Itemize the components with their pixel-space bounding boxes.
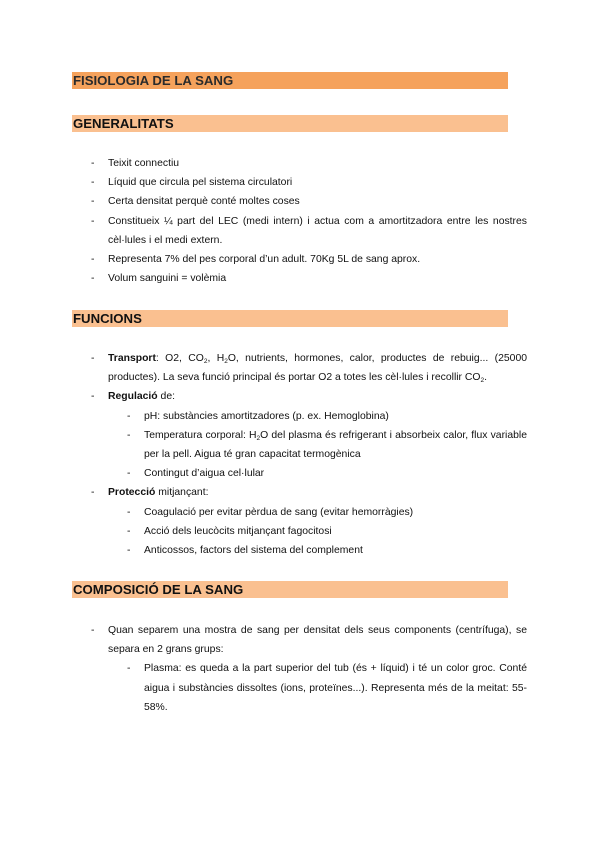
sub-list-item: - Acció dels leucòcits mitjançant fagocitosi — [127, 522, 527, 541]
list-item: - Certa densitat perquè conté moltes coses — [91, 192, 527, 211]
regulacio-sublist — [127, 407, 527, 484]
list-item — [91, 621, 527, 717]
section-heading-generalitats: GENERALITATS — [72, 115, 508, 132]
transport-text: , H — [207, 353, 225, 364]
sub-item-text: O del plasma és refrigerant i absorbeix calor, flux variable per la pell. Aigua té gran capacitat termogènica — [144, 429, 527, 461]
generalitats-list — [91, 154, 527, 288]
list-item-text: Quan separem una mostra de sang per densitat dels seus components (centrífuga), se separa en 2 grans grups: — [108, 625, 527, 656]
sub-list-item: - Anticossos, factors del sistema del complement — [127, 541, 527, 560]
transport-text: . — [484, 372, 488, 384]
list-item-transport — [91, 349, 527, 387]
section-heading-funcions: FUNCIONS — [72, 310, 508, 327]
document-title: FISIOLOGIA DE LA SANG — [72, 72, 508, 89]
sub-list-item: - Contingut d’aigua cel·lular — [127, 464, 527, 483]
section-heading-composicio: COMPOSICIÓ DE LA SANG — [72, 581, 508, 598]
list-item: - Teixit connectiu — [91, 154, 527, 173]
regulacio-text: de: — [157, 391, 175, 403]
list-item-regulacio — [91, 387, 527, 483]
subscript: 2 — [256, 434, 261, 442]
funcions-list — [91, 349, 527, 560]
sub-list-item: - Coagulació per evitar pèrdua de sang (evitar hemorràgies) — [127, 503, 527, 522]
subscript: 2 — [224, 358, 228, 365]
proteccio-sublist — [127, 503, 527, 561]
list-item: - Representa 7% del pes corporal d’un adult. 70Kg 5L de sang aprox. — [91, 250, 527, 269]
list-item: - Volum sanguini = volèmia — [91, 269, 527, 288]
subscript: 2 — [203, 358, 208, 365]
sub-item-text: Temperatura corporal: H — [144, 429, 257, 441]
composicio-list — [91, 621, 527, 717]
list-item: - Constitueix ¼ part del LEC (medi intern) i actua com a amortitzadora entre les nostres cèl·lules i el medi extern. — [91, 212, 527, 250]
subscript: 2 — [480, 377, 485, 385]
regulacio-label: Regulació — [108, 391, 158, 403]
composicio-sublist — [127, 659, 527, 717]
transport-text: : O2, CO — [155, 353, 204, 364]
sub-list-item: - Plasma: es queda a la part superior del tub (és + líquid) i té un color groc. Conté aigua i substàncies dissoltes (ions, proteïnes...). Representa més de la meitat: 55-58%. — [127, 659, 527, 717]
transport-text: O, nutrients, hormones, calor, productes de rebuig... (25000 productes). La seva funció principal és portar O2 a totes les cèl·lules i recollir CO — [108, 353, 528, 384]
proteccio-label: Protecció — [108, 487, 156, 499]
list-item-proteccio — [91, 483, 527, 560]
sub-list-item: - pH: substàncies amortitzadores (p. ex. Hemoglobina) — [127, 407, 527, 426]
transport-label: Transport — [108, 353, 156, 364]
list-item: - Líquid que circula pel sistema circulatori — [91, 173, 527, 192]
proteccio-text: mitjançant: — [155, 487, 209, 499]
sub-list-item — [127, 426, 527, 464]
